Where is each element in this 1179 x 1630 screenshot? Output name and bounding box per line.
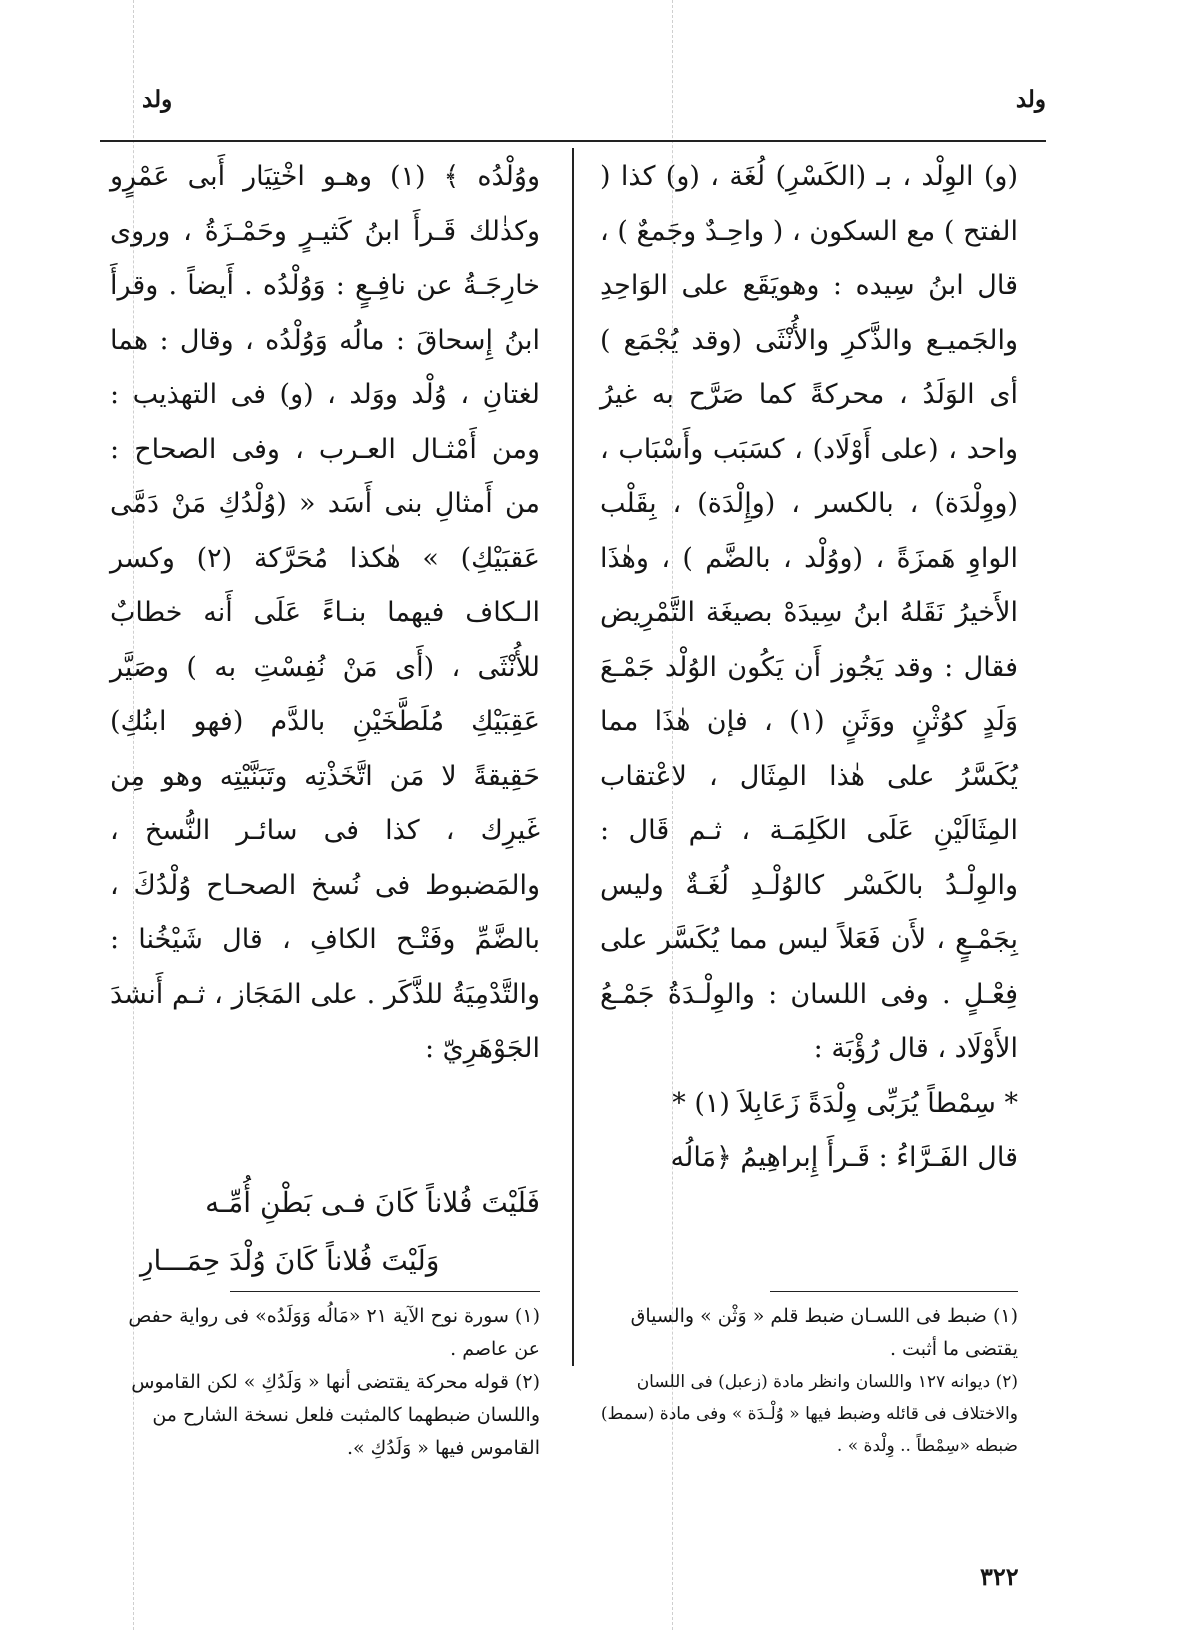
- footnote-rule-right: [770, 1291, 1018, 1292]
- footnotes-left: [110, 1300, 540, 1465]
- running-header: [100, 86, 1046, 126]
- left-column: [110, 150, 540, 1077]
- footnotes-right: [600, 1300, 1018, 1462]
- poem-line-1: فَلَيْتَ فُلاناً كَانَ فـى بَطْنِ أُمِّـه: [205, 1186, 540, 1219]
- verse-line: * سِمْطاً يُرَبِّى وِلْدَةً زَعَابِلاَ (١) *: [672, 1087, 1018, 1119]
- page-number: ٣٢٢: [980, 1562, 1019, 1591]
- footnote: (١) ضبط فى اللسـان ضبط قلم « وَثْن » والسياق يقتضى ما أثبت .: [630, 1305, 1018, 1360]
- header-word-left: ولد: [142, 86, 173, 113]
- right-column-body: (و) الوِلْد ، بـ (الكَسْرِ) لُغَة ، (و) كذا ( الفتح ) مع السكون ، ( واحِـدٌ وجَمعٌ ) ، قال ابنُ سِيده : وهويَقَع على الوَاحِدِ والجَميـع والذَّكرِ والأُنْثَى (وقد يُجْمَع ) أى الوَلَدُ ، محركةً كما صَرَّح به غيرُ واحد ، (على أَوْلَاد) ، كسَبَب وأَسْبَاب ، (ووِلْدَة) ، بالكسر ، (وإِلْدَة) ، بِقَلْب الواوِ هَمزَةً ، (ووُلْد ، بالضَّم ) ، وهٰذَا الأَخيرُ نَقَلهُ ابنُ سِيدَهْ بصيغَة التَّمْرِيض فقال : وقد يَجُوز أَن يَكُون الوُلْد جَمْـعَ وَلَدٍ كوُثْنٍ ووَثَنٍ (١) ، فإن هٰذَا مما يُكَسَّرُ على هٰذا المِثَال ، لاعْتقاب المِثَالَيْنِ عَلَى الكَلِمَـة ، ثـم قَال : والوِلْـدُ بالكَسْر كالوُلْـدِ لُغَـةٌ وليس بِجَمْـعٍ ، لأَن فَعَلاً ليس مما يُكَسَّر على فِعْـلٍ . وفى اللسان : والوِلْـدَةُ جَمْـعُ الأَوْلَاد ، قال رُؤْبَة :: [600, 161, 1019, 1064]
- right-column: [600, 150, 1018, 1186]
- poem-line-2: وَلَيْتَ فُلاناً كَانَ وُلْدَ حِمَـــارِ: [140, 1244, 440, 1277]
- footnote: (١) سورة نوح الآية ٢١ «مَالُه وَوَلَدُه» فى رواية حفص عن عاصم .: [128, 1305, 540, 1360]
- column-divider: [572, 148, 574, 1366]
- header-rule: [100, 140, 1046, 142]
- footnote: (٢) ديوانه ١٢٧ واللسان وانظر مادة (زعبل) فى اللسان والاختلاف فى قائله وضبط فيها « وُلْـدَة » وفى مادة (سمط) ضبطه «سِمْطاً .. وِلْدة » .: [600, 1372, 1018, 1456]
- header-word-right: ولد: [1015, 86, 1046, 113]
- left-column-body: ووُلْدُه ﴾ (١) وهـو اخْتِيَار أَبى عَمْرٍو وكذٰلك قَـرأَ ابنُ كَثيـرٍ وحَمْـزَةُ ، وروى خارِجَـةُ عن نافِـعٍ : وَوُلْدُه . أَيضاً . وقرأَ ابنُ إِسحاقَ : مالُه وَوُلْدُه ، وقال : هما لغتانِ ، وُلْد ووَلد ، (و) فى التهذيب : ومن أَمْثـال العـرب ، وفى الصحاح : من أَمثالِ بنى أَسَد « (وُلْدُكِ مَنْ دَمَّى عَقبَيْكِ) » هٰكذا مُحَرَّكة (٢) وكسر الـكاف فيهما بنـاءً عَلَى أَنه خطابٌ للأُنْثَى ، (أَى مَنْ نُفِسْتِ به ) وصَيَّر عَقِبَيْكِ مُلَطَّخَيْنِ بالدَّم (فهو ابنُكِ) حَقِيقةً لا مَن اتَّخَذْتِه وتَبَنَّيْتِه وهو مِن غَيرِك ، كذا فى سائـر النُّسخ ، والمَضبوط فى نُسخ الصحـاح وُلْدُكَ ، بالضَّمِّ وفَتْـح الكافِ ، قال شَيْخُنا : والتَّدْمِيَةُ للذَّكَر . على المَجَاز ، ثـم أَنشدَ الجَوْهَرِيّ :: [110, 161, 540, 1064]
- footnote: (٢) قوله محركة يقتضى أنها « وَلَدُكِ » لكن القاموس واللسان ضبطهما كالمثبت فلعل نسخة الشارح من القاموس فيها « وَلَدُكِ ».: [131, 1371, 540, 1459]
- right-column-closing: قال الفَـرَّاءُ : قَـرأَ إِبراهِيمُ ﴿مَالُه: [670, 1142, 1018, 1173]
- footnote-rule-left: [230, 1291, 540, 1292]
- poem: [110, 1174, 540, 1290]
